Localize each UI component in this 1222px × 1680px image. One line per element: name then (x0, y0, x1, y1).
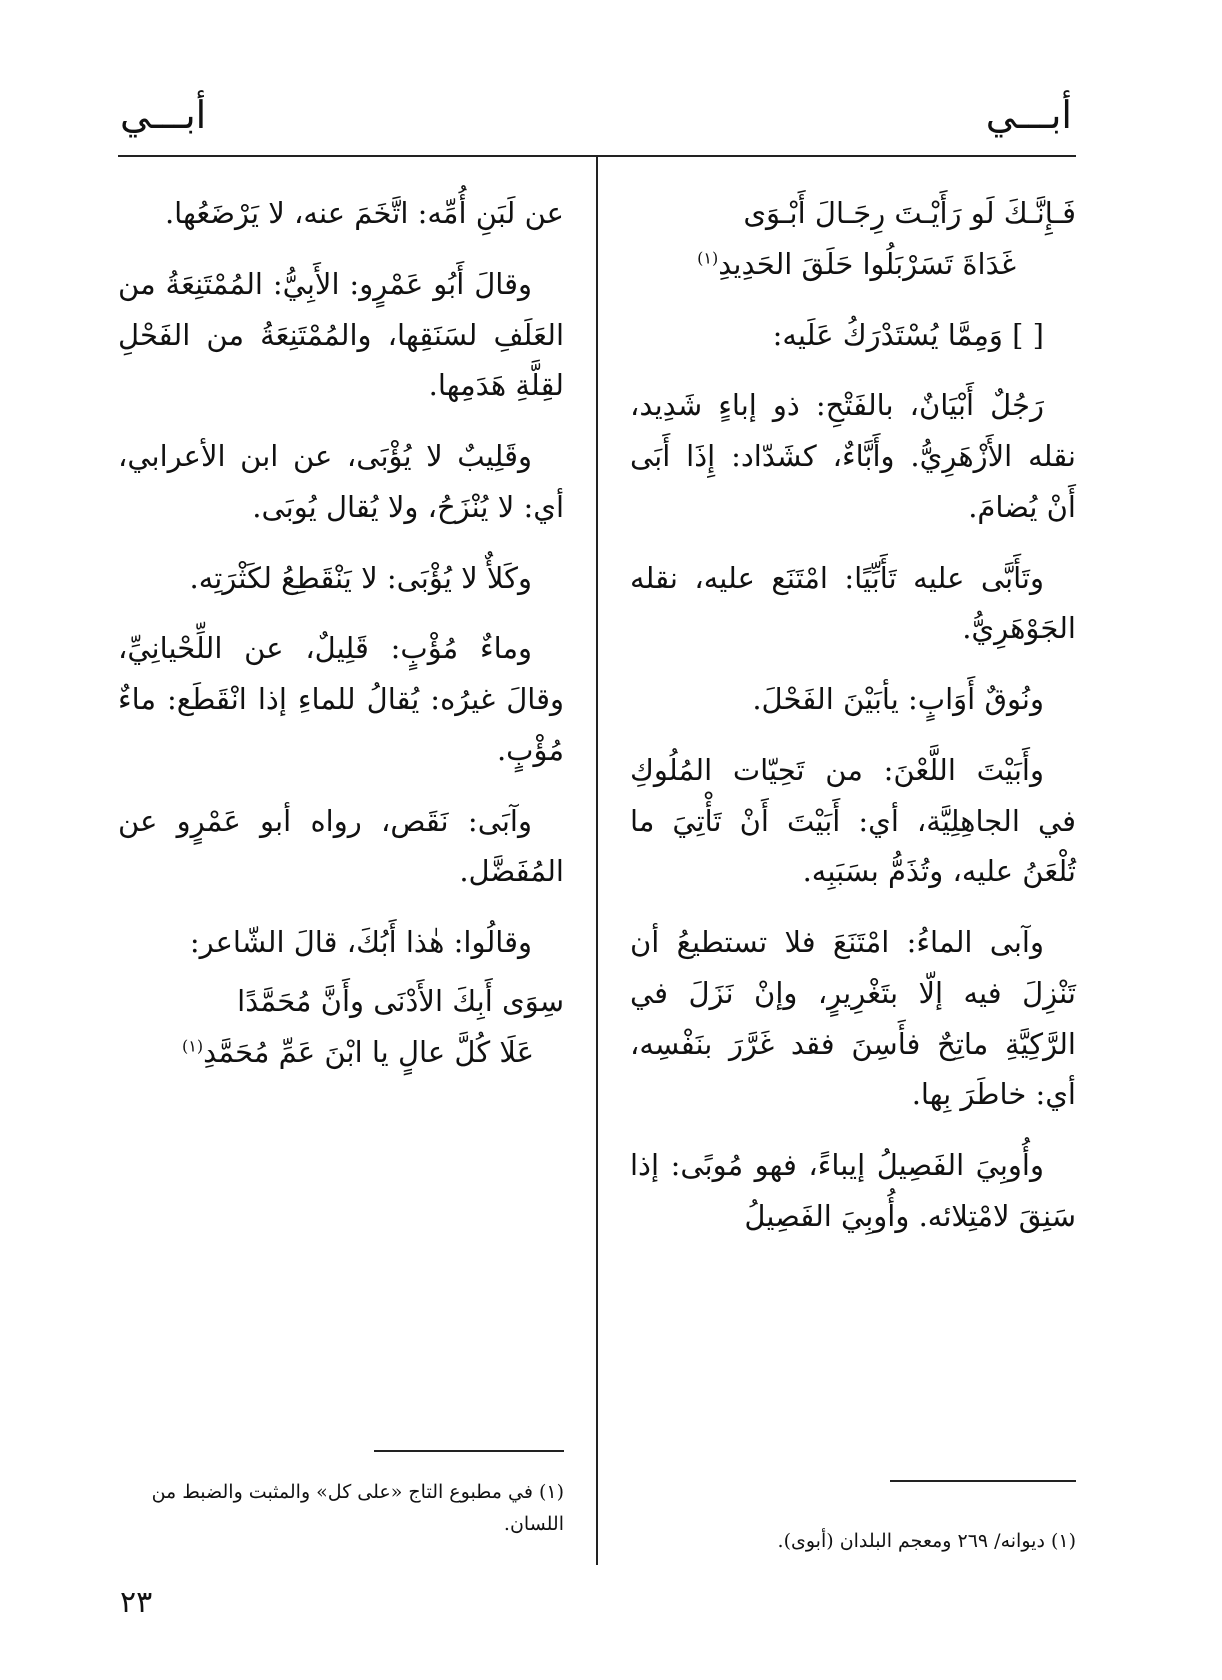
verse-line: عَلَا كُلَّ عالٍ يا ابْنَ عَمِّ مُحَمَّدِ$^{(١)}$ (182, 1034, 534, 1069)
paragraph: وأَبَيْتَ اللَّعْنَ: من تَحِيّات المُلُوكِ في الجاهِلِيَّة، أي: أَبَيْتَ أَنْ تَأْتِيَ ما تُلْعَنُ عليه، وتُذَمُّ بسَبَبِه. (630, 752, 1076, 889)
footnote-left: (١) في مطبوع التاج «على كل» والمثبت والضبط من اللسان. (151, 1481, 564, 1536)
footnote-rule-left (374, 1450, 564, 1452)
footnote-rule-right (890, 1480, 1076, 1482)
column-divider (596, 155, 598, 1565)
paragraph: وآبَى: نَقَص، رواه أبو عَمْرٍو عن المُفَضَّل. (118, 803, 564, 889)
paragraph: عن لَبَنِ أُمِّه: اتَّخَمَ عنه، لا يَرْضَعُها. (164, 196, 564, 230)
paragraph: وماءٌ مُؤْبٍ: قَلِيلٌ، عن اللِّحْيانِيِّ، وقالَ غيرُه: يُقالُ للماءِ إذا انْقَطَع: ماءٌ مُؤْبٍ. (118, 631, 564, 767)
paragraph: وأُوبِيَ الفَصِيلُ إيباءً، فهو مُوبًى: إذا سَنِقَ لامْتِلائه. وأُوبِيَ الفَصِيلُ (630, 1148, 1076, 1233)
left-column (118, 188, 564, 1077)
verse-line: غَدَاةَ تَسَرْبَلُوا حَلَقَ الحَدِيدِ$^{(١)}$ (697, 246, 1016, 281)
paragraph: ونُوقٌ أَوَابٍ: يأبَيْنَ الفَحْلَ. (752, 682, 1044, 716)
verse-line: فَـإِنَّـكَ لَو رَأَيْـتَ رِجَـالَ أَبْـوَى (743, 196, 1076, 230)
page-number: ٢٣ (120, 1585, 153, 1620)
paragraph: وتَأَبَّى عليه تَأَبِّيًا: امْتَنَع عليه، نقله الجَوْهَرِيُّ. (630, 560, 1076, 646)
paragraph: وقالَ أَبُو عَمْرٍو: الأَبِيُّ: المُمْتَنِعَةُ من العَلَفِ لسَنَقِها، والمُمْتَنِعَةُ من الفَحْلِ لقِلَّةِ هَدَمِها. (118, 266, 564, 403)
right-column (630, 188, 1076, 1262)
paragraph: [ ] وَمِمَّا يُسْتَدْرَكُ عَلَيه: (772, 317, 1044, 352)
paragraph: وقَلِيبٌ لا يُؤْبَى، عن ابن الأعرابي، أي: لا يُنْزَحُ، ولا يُقال يُوبَى. (118, 439, 564, 524)
verse-line: سِوَى أَبِكَ الأَدْنَى وأَنَّ مُحَمَّدًا (237, 983, 564, 1018)
running-header-left: أبـــي (120, 93, 207, 137)
paragraph: وكَلأٌ لا يُؤْبَى: لا يَنْقَطِعُ لكَثْرَتِه. (189, 560, 532, 595)
footnote-marker: (١) (182, 1035, 204, 1055)
footnote-marker: (١) (697, 248, 719, 268)
paragraph: وآبى الماءُ: امْتَنَعَ فلا تستطيعُ أن تَنْزِلَ فيه إلّا بتَغْرِيرٍ، وإنْ نَزَلَ في الرَّكِيَّةِ ماتِحٌ فأَسِنَ فقد غَرَّرَ بنَفْسِه، أي: خاطَرَ بِها. (630, 925, 1076, 1112)
paragraph: وقالُوا: هٰذا أَبُكَ، قالَ الشّاعر: (189, 925, 532, 959)
running-header-right: أبـــي (985, 93, 1072, 137)
footnote-right: (١) ديوانه/ ٢٦٩ ومعجم البلدان (أبوى). (777, 1530, 1076, 1552)
paragraph: رَجُلٌ أَبْيَانٌ، بالفَتْحِ: ذو إباءٍ شَدِيد، نقله الأَزْهَرِيُّ. وأَبَّاءٌ، كشَدّاد: إِذَا أَبَى أَنْ يُضامَ. (630, 388, 1076, 524)
